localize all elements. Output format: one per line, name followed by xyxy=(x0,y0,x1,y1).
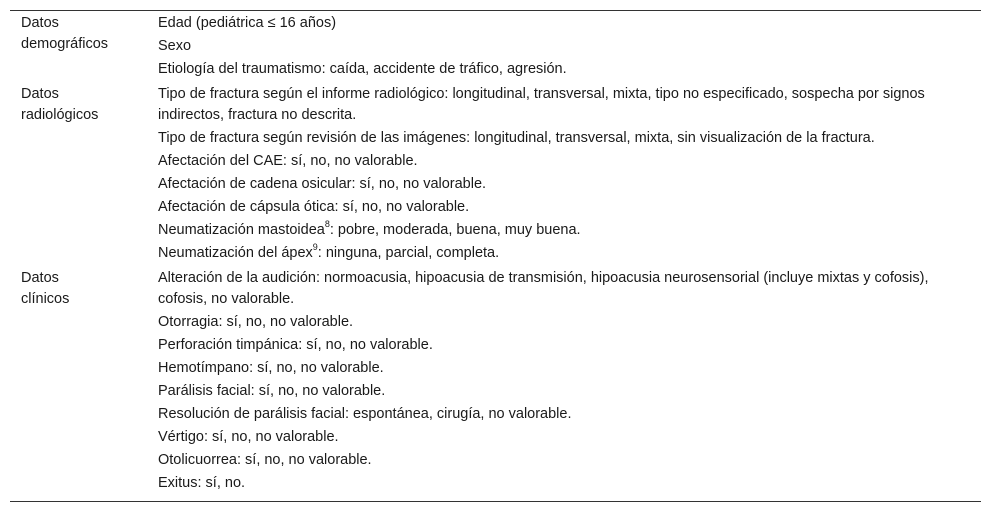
category-cell xyxy=(10,11,158,82)
category-cell xyxy=(10,266,158,501)
list-item: Parálisis facial: sí, no, no valorable. xyxy=(158,383,386,399)
category-cell xyxy=(10,82,158,266)
list-item xyxy=(158,220,951,243)
list-item: Tipo de fractura según el informe radiológico: longitudinal, transversal, mixta, tipo no especificado, sospecha por signos indirectos, fractura no descrita. xyxy=(158,86,925,123)
list-item: Edad (pediátrica ≤ 16 años) xyxy=(158,15,337,31)
list-item: Vértigo: sí, no, no valorable. xyxy=(158,429,339,445)
variables-table-grid xyxy=(10,11,981,501)
items-cell xyxy=(158,82,981,266)
variables-table xyxy=(10,10,981,502)
reference-superscript: 8 xyxy=(324,219,330,230)
reference-superscript: 9 xyxy=(312,242,318,253)
category-label-line: clínicos xyxy=(21,291,70,307)
item-text: : ninguna, parcial, completa. xyxy=(317,245,500,261)
item-text: : pobre, moderada, buena, muy buena. xyxy=(329,222,581,238)
list-item: Exitus: sí, no. xyxy=(158,475,246,491)
table-row-clinical xyxy=(10,266,981,501)
category-label-line: Datos xyxy=(21,86,59,102)
category-label-line: Datos xyxy=(21,15,59,31)
list-item: Otolicuorrea: sí, no, no valorable. xyxy=(158,452,372,468)
item-text: Neumatización mastoidea xyxy=(158,222,325,238)
list-item: Afectación de cápsula ótica: sí, no, no valorable. xyxy=(158,199,470,215)
item-text: Neumatización del ápex xyxy=(158,245,313,261)
list-item: Tipo de fractura según revisión de las imágenes: longitudinal, transversal, mixta, sin visualización de la fractura. xyxy=(158,130,875,146)
category-label-line: demográficos xyxy=(21,36,109,52)
list-item: Resolución de parálisis facial: espontánea, cirugía, no valorable. xyxy=(158,406,572,422)
list-item: Otorragia: sí, no, no valorable. xyxy=(158,314,354,330)
list-item: Afectación de cadena osicular: sí, no, no valorable. xyxy=(158,176,487,192)
category-label-line: radiológicos xyxy=(21,107,99,123)
items-cell xyxy=(158,266,981,501)
table-row-demographic xyxy=(10,11,981,82)
table-row-radiological xyxy=(10,82,981,266)
list-item xyxy=(158,243,951,266)
list-item: Etiología del traumatismo: caída, accidente de tráfico, agresión. xyxy=(158,61,567,77)
list-item: Afectación del CAE: sí, no, no valorable. xyxy=(158,153,418,169)
list-item: Perforación timpánica: sí, no, no valorable. xyxy=(158,337,433,353)
list-item: Alteración de la audición: normoacusia, hipoacusia de transmisión, hipoacusia neurosensorial (incluye mixtas y cofosis), cofosis, no valorable. xyxy=(158,270,929,307)
category-label-line: Datos xyxy=(21,270,59,286)
list-item: Hemotímpano: sí, no, no valorable. xyxy=(158,360,384,376)
items-cell xyxy=(158,11,981,82)
list-item: Sexo xyxy=(158,38,192,54)
